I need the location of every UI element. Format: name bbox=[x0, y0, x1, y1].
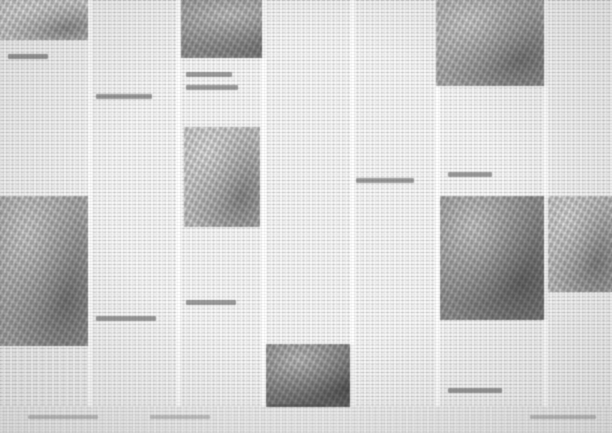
body-text-texture bbox=[354, 0, 438, 433]
body-text-texture bbox=[0, 348, 88, 410]
photo-halftone-grain bbox=[184, 127, 260, 227]
photo-halftone-grain bbox=[440, 196, 548, 320]
footer-strip bbox=[0, 407, 612, 433]
photo-halftone-grain bbox=[0, 196, 88, 346]
headline-odd-projects bbox=[186, 300, 236, 305]
column-1-lower-text bbox=[0, 348, 88, 410]
headline-busy-divisions bbox=[96, 316, 156, 321]
body-text-texture bbox=[92, 0, 178, 433]
column-2 bbox=[92, 0, 178, 433]
photo-street-scene bbox=[440, 196, 548, 320]
headline-page-column bbox=[186, 72, 232, 77]
footer-label-right bbox=[530, 415, 596, 419]
footer-label-left bbox=[28, 415, 98, 419]
photo-pale-left-patch bbox=[0, 0, 88, 40]
photo-halftone-grain bbox=[436, 0, 548, 86]
headline-news-projects bbox=[448, 388, 502, 393]
headline-busy-sentences bbox=[96, 94, 152, 99]
photo-grey-upper-block bbox=[548, 196, 612, 292]
photo-halftone-grain bbox=[548, 196, 612, 292]
photo-top-right-texture bbox=[436, 0, 548, 86]
column-5 bbox=[354, 0, 438, 433]
footer-text-texture bbox=[0, 407, 612, 433]
photo-halftone-grain bbox=[0, 0, 88, 40]
headline-daily-projects bbox=[186, 85, 238, 90]
footer-label-mid bbox=[150, 415, 210, 419]
headline-the-news bbox=[8, 54, 48, 59]
headline-odd-report bbox=[448, 172, 492, 177]
photo-tall-tower-portrait bbox=[184, 127, 260, 227]
headline-busy-symbols bbox=[356, 178, 414, 183]
photo-building-facade bbox=[0, 196, 88, 346]
